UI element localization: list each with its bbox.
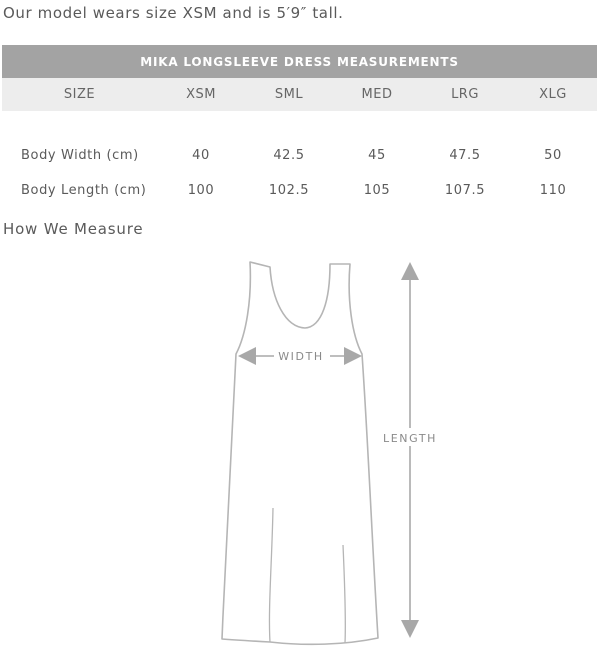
- size-column-header: LRG: [421, 78, 509, 111]
- table-title: MIKA LONGSLEEVE DRESS MEASUREMENTS: [2, 45, 597, 78]
- row-label: Body Length (cm): [21, 182, 147, 198]
- row-label: Body Width (cm): [21, 148, 139, 163]
- table-cell: 47.5: [449, 148, 481, 163]
- length-arrow-icon: [401, 262, 419, 638]
- size-header-label: SIZE: [2, 78, 157, 111]
- table-cell: 105: [363, 182, 391, 198]
- dress-outline: [222, 262, 378, 644]
- table-cell: 107.5: [444, 182, 486, 198]
- size-column-header: XSM: [157, 78, 245, 111]
- table-cell: 110: [539, 182, 567, 198]
- size-column-header: SML: [245, 78, 333, 111]
- table-cell: 40: [192, 148, 210, 163]
- width-label: WIDTH: [278, 350, 324, 363]
- how-we-measure-heading: How We Measure: [3, 220, 144, 238]
- table-cell: 100: [187, 182, 215, 198]
- table-cell: 102.5: [268, 182, 310, 198]
- table-cell: 45: [368, 148, 386, 163]
- length-label: LENGTH: [382, 432, 438, 445]
- model-size-note: Our model wears size XSM and is 5′9″ tall.: [3, 4, 344, 22]
- size-column-header: XLG: [509, 78, 597, 111]
- table-cell: 42.5: [273, 148, 305, 163]
- table-cell: 50: [544, 148, 562, 163]
- size-column-header: MED: [333, 78, 421, 111]
